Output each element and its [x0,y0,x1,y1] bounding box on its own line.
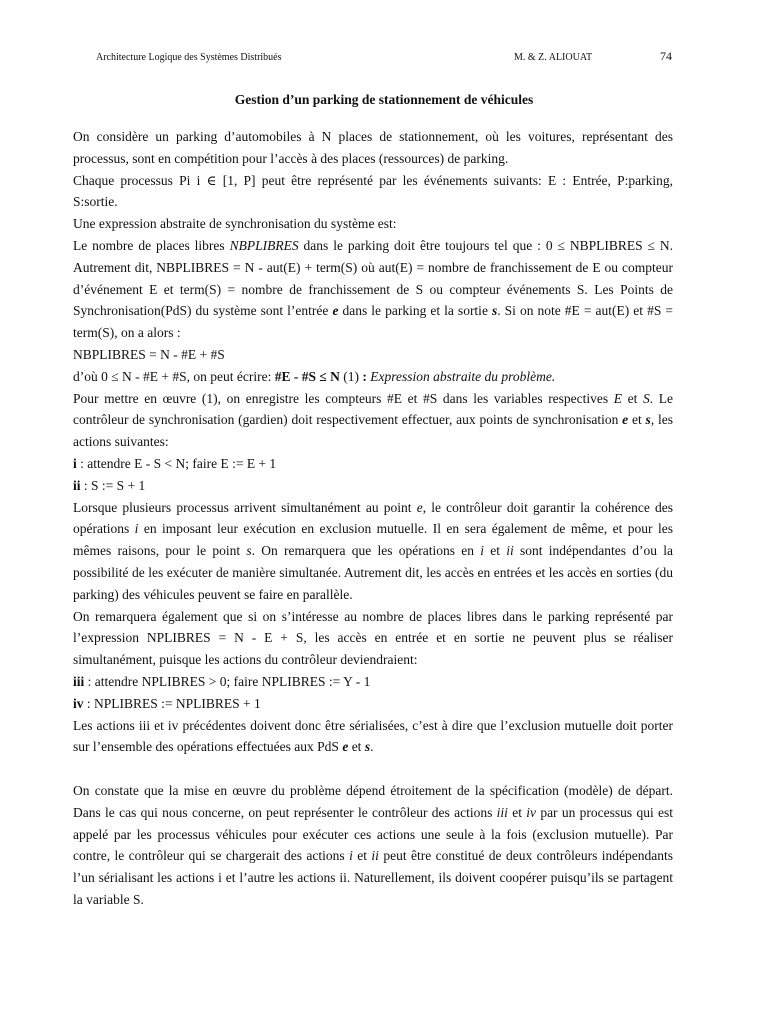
document-body [73,126,673,911]
action-iii: iii : attendre NPLIBRES > 0; faire NPLIBRES := Y - 1 [73,673,371,689]
paragraph-mutual-exclusion: Lorsque plusieurs processus arrivent simultanément au point e, le contrôleur doit garantir la cohérence des opérations i en imposant leur exécution en exclusion mutuelle. Il en sera également de même, et pour les mêmes raisons, pour le point s. On remarquera que les opérations en i et ii sont indépendantes d’ou la possibilité de les exécuter de manière simultanée. Autrement dit, les accès en entrées et les accès en sorties (du parking) des véhicules peuvent se faire en parallèle. [73,499,673,602]
paragraph-expression-intro: Une expression abstraite de synchronisation du système est: [73,216,397,232]
action-ii: ii : S := S + 1 [73,477,146,493]
paragraph-nbplibres: Le nombre de places libres NBPLIBRES dans le parking doit être toujours tel que : 0 ≤ NBPLIBRES ≤ N. Autrement dit, NBPLIBRES = N - aut(E) + term(S) où aut(E) = nombre de franchissement de E ou compteur d’événement E et term(S) = nombre de franchissement de S ou compteur événements S. Les Points de Synchronisation(PdS) du système sont l’entrée e dans le parking et la sortie s. Si on note #E = aut(E) et #S = term(S), on a alors : [73,237,673,341]
action-iv: iv : NPLIBRES := NPLIBRES + 1 [73,695,261,711]
formula-label: Expression abstraite du problème. [370,368,556,384]
equation-abstract: d’où 0 ≤ N - #E + #S, on peut écrire: #E - #S ≤ N (1) : Expression abstraite du problème. [73,368,556,384]
paragraph-conclusion: On constate que la mise en œuvre du problème dépend étroitement de la spécification (modèle) de départ. Dans le cas qui nous concerne, on peut représenter le contrôleur des actions iii et iv par un processus qui est appelé par les processus véhicules pour exécuter ces actions une seule à la fois (exclusion mutuelle). Par contre, le contrôleur qui se chargerait des actions i et ii peut être constitué de deux contrôleurs indépendants l’un sérialisant les actions i et l’autre les actions ii. Naturellement, ils doivent coopérer puisqu’ils se partagent la variable S. [73,782,673,907]
paragraph-serialization: Les actions iii et iv précédentes doivent donc être sérialisées, c’est à dire que l’exclusion mutuelle doit porter sur l’ensemble des opérations effectuées aux PdS e et s. [73,717,673,755]
equation-nbplibres: NBPLIBRES = N - #E + #S [73,346,225,362]
action-i: i : attendre E - S < N; faire E := E + 1 [73,455,277,471]
var-nbplibres: NBPLIBRES [229,237,299,253]
page-number: 74 [660,49,672,63]
paragraph-nplibres: On remarquera également que si on s’intéresse au nombre de places libres dans le parking représenté par l’expression NPLIBRES = N - E + S, les accès en entrée et en sortie ne peuvent plus se réaliser simultanément, puisque les actions du contrôleur deviendraient: [73,608,673,668]
paragraph-intro: On considère un parking d’automobiles à N places de stationnement, où les voitures, représentant des processus, sont en compétition pour l’accès à des places (ressources) de parking. [73,129,673,166]
formula-abstract: #E - #S ≤ N [274,368,340,384]
header-course-title: Architecture Logique des Systèmes Distribués [96,52,282,63]
paragraph-implementation: Pour mettre en œuvre (1), on enregistre les compteurs #E et #S dans les variables respectives E et S. Le contrôleur de synchronisation (gardien) doit respectivement effectuer, aux points de synchronisation e et s, les actions suivantes: [73,390,674,450]
header-authors: M. & Z. ALIOUAT [514,52,593,63]
paragraph-events: Chaque processus Pi i ∈ [1, P] peut être représenté par les événements suivants: E : Entrée, P:parking, S:sortie. [73,172,673,210]
section-title: Gestion d’un parking de stationnement de véhicules [234,92,534,107]
